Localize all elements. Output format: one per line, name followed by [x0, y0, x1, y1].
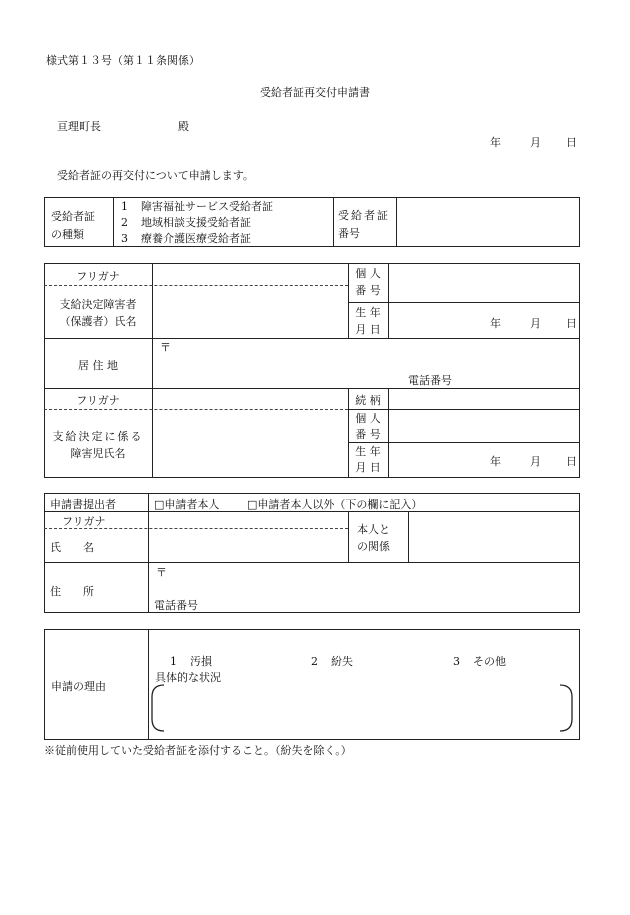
guardian-name-label: 支給決定障害者 （保護者）氏名: [59, 298, 137, 328]
child-relation-field[interactable]: [390, 390, 578, 408]
submitter-relation-field[interactable]: [410, 513, 578, 560]
date-month[interactable]: 月: [530, 136, 541, 149]
submitter-name-field[interactable]: [150, 513, 346, 560]
cert-option-3: 3 療養介護医療受給者証: [121, 232, 251, 245]
cert-number-label: 受給者証 番号: [338, 209, 390, 240]
submitter-phone-label: 電話番号: [154, 599, 198, 612]
child-relation-label: 続 柄: [355, 394, 381, 407]
guardian-phone-label: 電話番号: [408, 374, 452, 387]
cert-type-options[interactable]: [121, 199, 273, 247]
reason-option-2[interactable]: 2 紛失: [311, 655, 353, 668]
guardian-birth-day[interactable]: 日: [566, 317, 577, 330]
cert-option-1: 1 障害福祉サービス受給者証: [121, 200, 273, 213]
cert-number-field[interactable]: [398, 199, 578, 245]
addressee: 亘理町長: [57, 120, 101, 133]
child-name-label: 支給決定に係る 障害児氏名: [52, 430, 144, 460]
child-birth-label: 生 年 月 日: [355, 445, 381, 474]
reason-label: 申請の理由: [51, 680, 106, 693]
child-id-field[interactable]: [390, 411, 578, 440]
attachment-note: ※従前使用していた受給者証を添付すること。（紛失を除く。）: [44, 744, 352, 757]
document-title: 受給者証再交付申請書: [260, 86, 370, 99]
guardian-postal-mark: 〒: [160, 341, 171, 354]
submitter-furigana-label: フリガナ: [62, 515, 106, 528]
guardian-address-label: 居 住 地: [78, 359, 118, 372]
reason-option-3[interactable]: 3 その他: [453, 655, 506, 668]
submitter-relation-label: 本人と の関係: [357, 523, 390, 553]
guardian-id-label: 個 人 番 号: [355, 267, 381, 297]
child-birth-day[interactable]: 日: [566, 455, 577, 468]
guardian-birth-month[interactable]: 月: [530, 317, 541, 330]
submitter-label: 申請書提出者: [50, 498, 116, 511]
child-name-field[interactable]: [154, 411, 346, 476]
child-birth-month[interactable]: 月: [530, 455, 541, 468]
reason-option-1[interactable]: 1 汚損: [170, 655, 212, 668]
child-birth-year[interactable]: 年: [490, 455, 501, 468]
guardian-furigana-label: フリガナ: [76, 270, 120, 283]
intro-text: 受給者証の再交付について申請します。: [57, 169, 254, 182]
submitter-postal-mark: 〒: [156, 566, 167, 579]
cert-type-label: 受給者証 の種類: [51, 210, 95, 241]
reason-detail-label: 具体的な状況: [155, 671, 221, 684]
submitter-name-label: 氏 名: [50, 541, 94, 554]
date-day[interactable]: 日: [566, 136, 577, 149]
guardian-birth-label: 生 年 月 日: [355, 306, 381, 336]
honorific: 殿: [178, 120, 189, 133]
child-furigana-field[interactable]: [154, 390, 346, 408]
form-number: 様式第１３号（第１１条関係）: [46, 54, 200, 67]
guardian-id-field[interactable]: [390, 265, 578, 300]
submitter-option-other[interactable]: □申請者本人以外（下の欄に記入）: [247, 498, 423, 511]
date-year[interactable]: 年: [490, 136, 501, 149]
cert-option-2: 2 地域相談支援受給者証: [121, 216, 251, 229]
guardian-address-field[interactable]: [154, 340, 578, 386]
submitter-option-self[interactable]: □申請者本人: [154, 498, 220, 511]
guardian-birth-year[interactable]: 年: [490, 317, 501, 330]
reason-detail-field[interactable]: [168, 688, 558, 728]
submitter-address-label: 住 所: [50, 585, 94, 598]
guardian-furigana-field[interactable]: [154, 265, 346, 284]
guardian-name-field[interactable]: [154, 287, 346, 336]
child-furigana-label: フリガナ: [76, 394, 120, 407]
child-id-label: 個 人 番 号: [355, 412, 381, 441]
